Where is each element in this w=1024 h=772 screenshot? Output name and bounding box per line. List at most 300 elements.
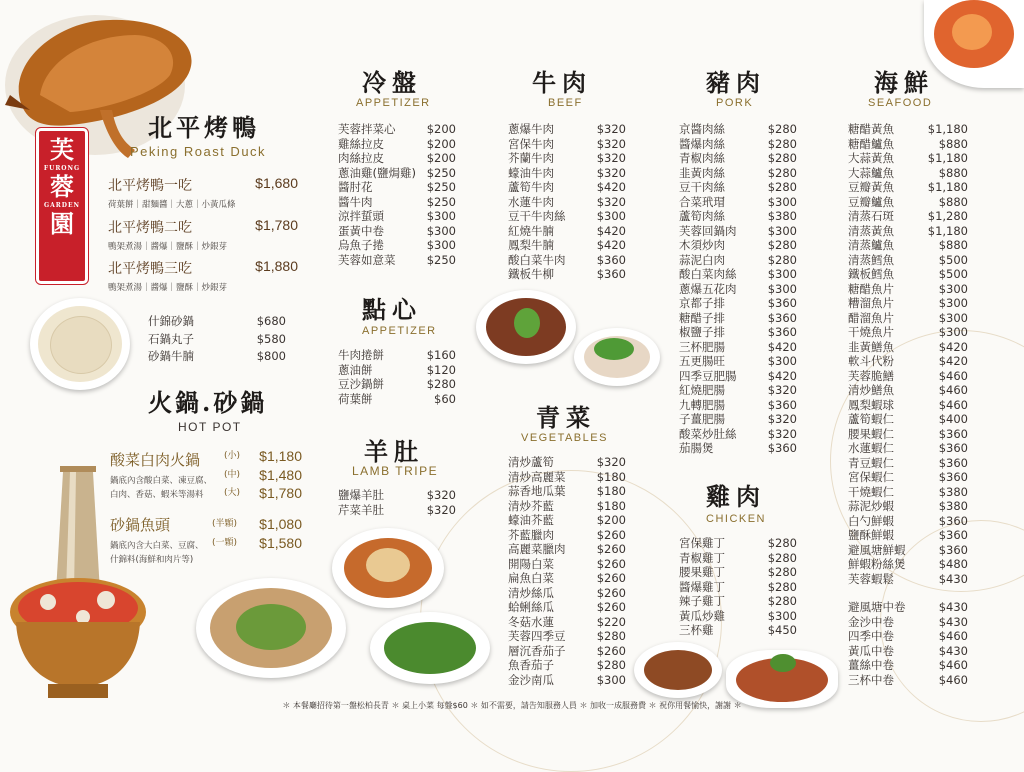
duck-item-1 [108, 175, 298, 210]
dish-price: $280 [767, 180, 797, 194]
dish-name: 豆瓣黃魚 [848, 180, 894, 194]
dish-name: 京都子排 [679, 296, 725, 310]
dish-name: 酸白菜肉絲 [679, 267, 737, 281]
dish-price: $180 [596, 484, 626, 498]
dish-price: $680 [256, 314, 286, 328]
dish-name: 清蒸鱈魚 [848, 252, 894, 267]
dish-price: $1,580 [259, 535, 302, 551]
menu-item [848, 528, 968, 543]
dish-name: 青椒肉絲 [679, 151, 725, 165]
menu-item [848, 600, 968, 615]
menu-item [679, 137, 797, 152]
dish-price: $300 [767, 223, 797, 238]
dish-price: $1,180 [927, 122, 968, 136]
dish-name: 宮保雞丁 [679, 536, 725, 550]
menu-item [508, 513, 626, 528]
dish-price: $380 [938, 484, 968, 499]
dish-price: $120 [426, 362, 456, 377]
dish-price: $480 [938, 557, 968, 571]
dish-price: $420 [767, 339, 797, 354]
dish-price: $250 [426, 252, 456, 267]
dish-name: 涼拌蜇頭 [338, 209, 384, 223]
dish-price: $320 [767, 426, 797, 441]
dish-price: $1,280 [927, 209, 968, 223]
menu-item [848, 296, 968, 311]
dish-name: 豆沙鍋餅 [338, 377, 384, 391]
seafood-section-title: 海鮮 [874, 68, 934, 97]
dish-price: $300 [938, 296, 968, 310]
menu-item [679, 594, 797, 609]
dish-name: 水蓮蝦仁 [848, 441, 894, 455]
menu-item [338, 348, 456, 363]
menu-item [848, 644, 968, 659]
menu-item [508, 455, 626, 470]
dish-price: $280 [767, 550, 797, 565]
menu-item [508, 470, 626, 485]
dish-name: 醬肘花 [338, 180, 373, 194]
menu-item [148, 313, 286, 331]
dish-name: 芹菜羊肚 [338, 502, 384, 517]
dish-price: $280 [767, 565, 797, 579]
dish-name: 清炒高麗菜 [508, 469, 566, 484]
menu-item [508, 238, 626, 253]
menu-item [508, 542, 626, 557]
menu-item [848, 398, 968, 413]
chicken-list [679, 536, 797, 638]
dish-name: 蘆筍肉絲 [679, 209, 725, 223]
menu-item [679, 623, 797, 638]
menu-item [848, 137, 968, 152]
menu-item [848, 267, 968, 282]
dish-name: 醬爆雞丁 [679, 579, 725, 594]
dish-price: $300 [767, 194, 797, 209]
menu-item [679, 609, 797, 624]
menu-item [338, 195, 456, 210]
dish-price: $430 [938, 571, 968, 586]
dish-name: 韭黃鱔魚 [848, 339, 894, 354]
dish-price: $360 [767, 310, 797, 325]
logo-char: 園 [50, 209, 74, 238]
dish-price: $300 [596, 672, 626, 687]
dish-name: 層沉香茄子 [508, 643, 566, 658]
dish-name: 清蒸鱸魚 [848, 238, 894, 252]
dish-name: 合菜玳瑁 [679, 194, 725, 209]
dish-price: $360 [938, 542, 968, 557]
dish-price: $500 [938, 267, 968, 281]
dish-price: $1,880 [255, 258, 298, 274]
dish-price: $1,180 [927, 223, 968, 238]
menu-item [679, 209, 797, 224]
dish-price: $460 [938, 629, 968, 643]
menu-item [508, 209, 626, 224]
dish-price: $260 [596, 600, 626, 614]
dish-name: 糖醋魚片 [848, 281, 894, 296]
dish-name: 鮮蝦粉絲煲 [848, 557, 906, 571]
menu-item [338, 392, 456, 407]
dish-price: $460 [938, 672, 968, 687]
menu-item [148, 331, 286, 349]
menu-item [848, 557, 968, 572]
dish-price: $1,680 [255, 175, 298, 191]
menu-item [848, 151, 968, 166]
veg-list [508, 455, 626, 687]
dish-name: 薑絲中卷 [848, 658, 894, 672]
dish-name: 蠔油芥藍 [508, 513, 554, 527]
dish-price: $260 [596, 585, 626, 600]
dish-name: 宮保牛肉 [508, 136, 554, 151]
menu-item [848, 572, 968, 587]
dish-name: 蘆筍牛肉 [508, 180, 554, 194]
dish-price: $400 [938, 412, 968, 426]
dish-price: $360 [938, 470, 968, 484]
menu-item [679, 551, 797, 566]
menu-item [148, 348, 286, 366]
dish-name: 芥藍臘肉 [508, 527, 554, 542]
dish-name: 鹽爆羊肚 [338, 488, 384, 502]
seafood-section-subtitle: SEAFOOD [868, 97, 933, 109]
dish-description: 鍋底內含大白菜、豆腐、 [110, 541, 204, 551]
lamb-section-subtitle: LAMB TRIPE [352, 464, 439, 478]
fish-head-pot-image [196, 578, 346, 678]
dish-price: $180 [596, 469, 626, 484]
dish-name: 腰果雞丁 [679, 565, 725, 579]
dish-name: 芙蓉如意菜 [338, 252, 396, 267]
dish-name: 鐵板鱈魚 [848, 267, 894, 281]
dish-name: 北平烤鴨三吃 [108, 261, 192, 277]
menu-item [848, 427, 968, 442]
dish-name: 酸菜白肉火鍋 [110, 451, 201, 469]
dish-name: 大蒜鱸魚 [848, 165, 894, 180]
menu-item [508, 615, 626, 630]
dish-name: 扁魚白菜 [508, 571, 554, 585]
dish-price: $360 [767, 397, 797, 412]
dish-name: 白勺鮮蝦 [848, 513, 894, 528]
dish-price: $320 [596, 455, 626, 469]
dish-name: 糖醋子排 [679, 310, 725, 325]
dish-price: $260 [596, 527, 626, 542]
dish-price: $1,480 [259, 466, 302, 483]
menu-item [679, 253, 797, 268]
menu-item [508, 224, 626, 239]
dish-price: $420 [596, 238, 626, 252]
dimsum-section-subtitle: APPETIZER [362, 325, 437, 337]
menu-item [848, 340, 968, 355]
menu-item [848, 282, 968, 297]
menu-item [338, 488, 456, 503]
dish-price: $320 [767, 383, 797, 397]
dish-price: $260 [596, 571, 626, 585]
dish-name: 蔥爆五花肉 [679, 281, 737, 296]
dish-price: $280 [596, 629, 626, 643]
logo-en-top: FURONG [43, 165, 81, 172]
dish-name: 醬爆肉絲 [679, 136, 725, 151]
menu-item [508, 166, 626, 181]
sliced-pork-dish-image [574, 328, 660, 386]
dish-price: $280 [767, 151, 797, 165]
dish-price: $300 [767, 608, 797, 623]
menu-item [848, 369, 968, 384]
veg-section-title: 青菜 [536, 403, 596, 432]
duck-section-subtitle: Peking Roast Duck [130, 144, 267, 159]
chicken-section-subtitle: CHICKEN [706, 513, 767, 525]
menu-item [338, 166, 456, 181]
dish-description: 白肉、香菇、蝦米等湯料 [110, 490, 204, 500]
menu-item [679, 195, 797, 210]
dish-price: $300 [938, 310, 968, 325]
dish-price: $250 [426, 165, 456, 180]
dish-price: $200 [426, 136, 456, 151]
lamb-list [338, 488, 456, 517]
hotpot-item-2-prices [212, 515, 302, 553]
dish-description: 荷葉餅｜甜麵醬｜大蔥｜小黃瓜條 [108, 200, 236, 210]
menu-item [508, 180, 626, 195]
dish-name: 北平烤鴨一吃 [108, 178, 192, 194]
dish-name: 鐵板牛柳 [508, 267, 554, 281]
footer-note: ＊ 本餐廳招待第一盤松柏長青 ＊ 桌上小菜 每盤$60 ＊ 如不需要，請告知服務人員 ＊ 加收一成服務費 ＊ 祝你用餐愉快，謝謝 ＊ [282, 701, 742, 710]
size-label: (大) [224, 488, 241, 498]
dish-name: 清蒸黃魚 [848, 223, 894, 238]
dish-price: $360 [938, 455, 968, 470]
menu-item [338, 238, 456, 253]
dish-price: $420 [596, 223, 626, 238]
dish-price: $800 [256, 349, 286, 363]
dish-price: $1,180 [927, 180, 968, 194]
menu-item [679, 565, 797, 580]
dish-name: 黃瓜中卷 [848, 643, 894, 658]
dish-name: 冬菇水蓮 [508, 614, 554, 629]
dish-name: 酸菜炒肚絲 [679, 426, 737, 441]
dish-price: $880 [938, 238, 968, 252]
menu-item [338, 122, 456, 137]
dish-price: $420 [938, 354, 968, 368]
dish-price: $430 [938, 643, 968, 658]
dish-name: 避風塘鮮蝦 [848, 542, 906, 557]
appetizer-list [338, 122, 456, 267]
menu-item [848, 615, 968, 630]
dish-price: $430 [938, 600, 968, 614]
dish-price: $580 [256, 331, 286, 346]
dish-price: $380 [938, 499, 968, 513]
menu-item [679, 151, 797, 166]
dish-name: 紅燒肥腸 [679, 383, 725, 397]
dish-price: $280 [767, 579, 797, 594]
dish-name: 五更腸旺 [679, 354, 725, 368]
beef-dish-image [476, 290, 576, 364]
dish-name: 北平烤鴨二吃 [108, 220, 192, 236]
dish-name: 清炒蘆筍 [508, 455, 554, 469]
dish-name: 鹽酥鮮蝦 [848, 528, 894, 542]
dish-price: $360 [596, 252, 626, 267]
dish-price: $280 [596, 658, 626, 672]
dish-name: 蔥油雞(鹽焗雞) [338, 165, 416, 180]
appetizer-section-subtitle: APPETIZER [356, 97, 431, 109]
dish-name: 魚香茄子 [508, 658, 554, 672]
pork-section-subtitle: PORK [716, 97, 754, 109]
dish-price: $360 [938, 441, 968, 455]
dish-name: 蘆筍蝦仁 [848, 412, 894, 426]
hotpot-section-subtitle: HOT POT [178, 420, 242, 434]
dish-price: $880 [938, 165, 968, 180]
dish-price: $260 [596, 643, 626, 658]
dish-price: $280 [767, 238, 797, 252]
menu-item [508, 267, 626, 282]
beef-section-subtitle: BEEF [548, 97, 583, 109]
menu-item [848, 354, 968, 369]
dish-price: $500 [938, 252, 968, 267]
dish-price: $1,780 [259, 485, 302, 501]
menu-item [848, 195, 968, 210]
dish-description: 鍋底內含酸白菜、凍豆腐、 [110, 476, 213, 486]
dish-price: $320 [767, 412, 797, 426]
duck-section-title: 北平烤鴨 [148, 113, 260, 142]
dish-name: 茄腸煲 [679, 441, 714, 455]
menu-item [338, 363, 456, 378]
menu-item [679, 427, 797, 442]
dish-price: $420 [938, 339, 968, 354]
hotpot-section-title: 火鍋.砂鍋 [148, 388, 268, 417]
size-label: (小) [224, 451, 241, 461]
menu-item [679, 369, 797, 384]
dish-name: 豆干肉絲 [679, 180, 725, 194]
menu-item [338, 377, 456, 392]
hotpot-item-1-prices [224, 447, 302, 503]
pancakes-image [30, 298, 130, 390]
menu-item [848, 514, 968, 529]
dish-price: $260 [596, 542, 626, 556]
dish-name: 金沙南瓜 [508, 672, 554, 687]
dish-price: $300 [767, 267, 797, 281]
menu-item [679, 311, 797, 326]
menu-item [848, 253, 968, 268]
menu-item [848, 456, 968, 471]
logo-en-bottom: GARDEN [43, 202, 81, 209]
dish-name: 蒜泥白肉 [679, 252, 725, 267]
menu-item [679, 340, 797, 355]
dish-name: 水蓮牛肉 [508, 194, 554, 209]
dish-name: 軟斗代粉 [848, 354, 894, 368]
dish-name: 雞絲拉皮 [338, 136, 384, 151]
menu-item [508, 151, 626, 166]
dish-price: $300 [426, 238, 456, 252]
pork-list [679, 122, 797, 456]
dish-price: $300 [426, 209, 456, 223]
menu-item [508, 629, 626, 644]
pork-section-title: 豬肉 [706, 68, 766, 97]
menu-item [848, 629, 968, 644]
menu-item [508, 253, 626, 268]
beef-list [508, 122, 626, 282]
dish-name: 鳳梨蝦球 [848, 397, 894, 412]
dish-price: $360 [767, 441, 797, 455]
dish-price: $200 [596, 513, 626, 527]
dish-name: 蒜香地瓜葉 [508, 484, 566, 498]
dish-price: $450 [767, 623, 797, 637]
menu-item [679, 238, 797, 253]
dish-name: 九轉肥腸 [679, 397, 725, 412]
dish-name: 清蒸石斑 [848, 209, 894, 223]
menu-item [338, 137, 456, 152]
menu-item [848, 383, 968, 398]
seafood-list [848, 122, 968, 586]
dish-price: $360 [767, 296, 797, 310]
dish-price: $280 [767, 165, 797, 180]
menu-item [848, 658, 968, 673]
dish-price: $430 [938, 614, 968, 629]
menu-item [848, 499, 968, 514]
dish-name: 芙蓉四季豆 [508, 629, 566, 643]
dish-price: $300 [596, 209, 626, 223]
dish-name: 三杯雞 [679, 623, 714, 637]
dish-price: $320 [596, 136, 626, 151]
dish-price: $200 [426, 151, 456, 165]
dish-name: 腰果蝦仁 [848, 426, 894, 441]
menu-item [679, 296, 797, 311]
dish-name: 清炒絲瓜 [508, 585, 554, 600]
dish-name: 三杯肥腸 [679, 339, 725, 354]
menu-item [848, 470, 968, 485]
dish-name: 糖醋鱸魚 [848, 136, 894, 151]
size-label: (中) [224, 469, 241, 480]
dish-name: 青椒雞丁 [679, 550, 725, 565]
menu-item [679, 180, 797, 195]
dish-name: 芙蓉脆鱔 [848, 368, 894, 383]
dish-name: 芙蓉蝦鬆 [848, 571, 894, 586]
menu-item [338, 503, 456, 518]
menu-item [508, 499, 626, 514]
menu-item [508, 586, 626, 601]
size-label: (一顆) [212, 538, 238, 548]
dish-price: $300 [426, 223, 456, 238]
dish-price: $280 [767, 594, 797, 608]
dish-price: $1,080 [259, 516, 302, 532]
dish-price: $320 [596, 165, 626, 180]
dish-name: 糟溜魚片 [848, 296, 894, 310]
beef-section-title: 牛肉 [532, 68, 592, 97]
dish-name: 什錦砂鍋 [148, 314, 194, 328]
dish-name: 豆干牛肉絲 [508, 209, 566, 223]
menu-item [338, 151, 456, 166]
menu-item [848, 238, 968, 253]
dish-name: 烏魚子捲 [338, 238, 384, 252]
dish-name: 宮保蝦仁 [848, 470, 894, 484]
menu-item [338, 253, 456, 268]
menu-item [679, 166, 797, 181]
menu-item [338, 209, 456, 224]
menu-item [508, 658, 626, 673]
dish-name: 豆瓣鱸魚 [848, 194, 894, 209]
menu-item [848, 166, 968, 181]
menu-item [679, 224, 797, 239]
green-beans-dish-image [370, 612, 490, 684]
menu-item [679, 383, 797, 398]
dish-price: $880 [938, 194, 968, 209]
duck-item-3 [108, 258, 298, 293]
dish-name: 鳳梨牛腩 [508, 238, 554, 252]
appetizer-section-title: 冷盤 [362, 68, 422, 97]
dish-price: $250 [426, 194, 456, 209]
dish-price: $460 [938, 383, 968, 397]
dish-price: $300 [938, 281, 968, 296]
dish-price: $420 [596, 180, 626, 194]
menu-item [338, 180, 456, 195]
menu-item [679, 282, 797, 297]
dish-name: 蔥油餅 [338, 362, 373, 377]
dish-name: 辣子雞丁 [679, 594, 725, 608]
dish-name: 糖醋黃魚 [848, 122, 894, 136]
dish-name: 京醬肉絲 [679, 122, 725, 136]
dish-price: $1,180 [259, 448, 302, 464]
dish-price: $360 [938, 528, 968, 542]
